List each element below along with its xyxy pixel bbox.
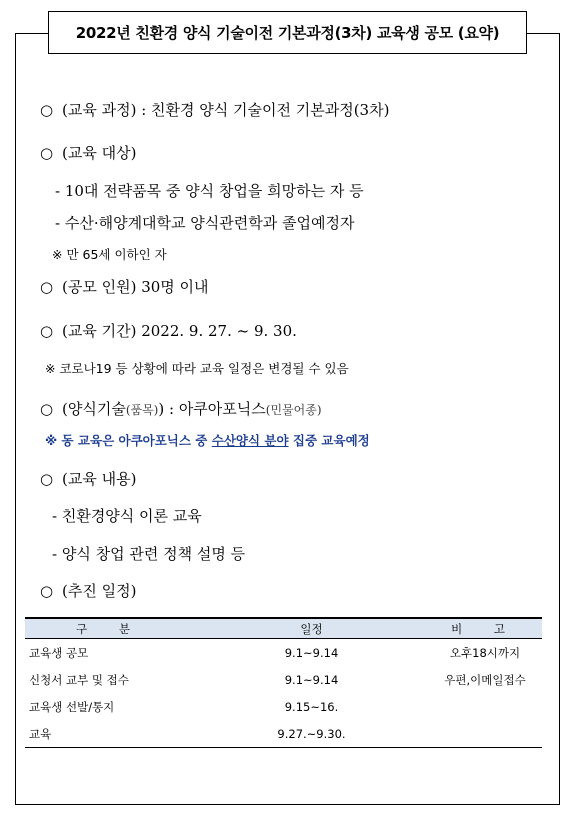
- schedule-table: [25, 617, 542, 748]
- table-row: [25, 666, 542, 693]
- item-period: [40, 320, 297, 341]
- bullet-icon: ○: [40, 322, 54, 340]
- row-date: 9.1~9.14: [284, 645, 339, 660]
- row-remark: [428, 720, 542, 748]
- row-category: 교육: [25, 720, 195, 748]
- target-note: ※ 만 65세 이하인 자: [52, 247, 167, 262]
- page-title: 2022년 친환경 양식 기술이전 기본과정(3차) 교육생 공모 (요약): [48, 11, 527, 54]
- content-label: (교육 내용): [62, 470, 137, 488]
- row-date: 9.15~16.: [284, 699, 339, 714]
- row-category: 신청서 교부 및 접수: [29, 672, 129, 687]
- course-text: (교육 과정) : 친환경 양식 기술이전 기본과정(3차): [62, 101, 390, 119]
- tech-note-suffix: 집중 교육예정: [288, 433, 370, 448]
- bullet-icon: ○: [40, 278, 54, 296]
- item-schedule: [40, 580, 136, 601]
- schedule-label: (추진 일정): [62, 582, 137, 600]
- table-row: [25, 720, 542, 748]
- row-remark: 오후18시까지: [449, 645, 521, 660]
- table-header-row: [25, 618, 542, 639]
- header-category: 구 분: [25, 618, 195, 639]
- content-line-2: - 양식 창업 관련 정책 설명 등: [52, 545, 246, 563]
- header-remarks: 비 고: [428, 618, 542, 639]
- header-schedule: 일정: [195, 618, 428, 639]
- item-course: [40, 99, 389, 120]
- content-line-1: - 친환경양식 이론 교육: [52, 507, 202, 525]
- table-row: [25, 639, 542, 667]
- tech-note-underlined: 수산양식 분야: [211, 433, 289, 448]
- bullet-icon: ○: [40, 400, 54, 418]
- row-date: 9.1~9.14: [284, 672, 339, 687]
- row-category: 교육생 선발/통지: [29, 699, 115, 714]
- tech-note: [45, 431, 370, 449]
- item-headcount: [40, 276, 209, 297]
- target-line-1: - 10대 전략품목 중 양식 창업을 희망하는 자 등: [55, 182, 364, 200]
- period-note: ※ 코로나19 등 상황에 따라 교육 일정은 변경될 수 있음: [45, 361, 349, 376]
- row-category: 교육생 공모: [29, 645, 89, 660]
- bullet-icon: ○: [40, 144, 54, 162]
- item-technology: [40, 398, 322, 419]
- table-row: [25, 693, 542, 720]
- tech-paren-small: (품목): [125, 403, 159, 417]
- row-remark: 우편,이메일접수: [444, 672, 526, 687]
- tech-paren-small-2: (민물어종): [265, 403, 322, 417]
- tech-note-prefix: ※ 동 교육은 아쿠아포닉스 중: [45, 433, 212, 448]
- headcount-text: (공모 인원) 30명 이내: [62, 278, 209, 296]
- item-target: [40, 142, 136, 163]
- item-content: [40, 468, 136, 489]
- bullet-icon: ○: [40, 470, 54, 488]
- target-label: (교육 대상): [62, 144, 137, 162]
- tech-mid: ) : 아쿠아포닉스: [158, 400, 266, 418]
- row-date: 9.27.~9.30.: [195, 720, 428, 748]
- bullet-icon: ○: [40, 101, 54, 119]
- bullet-icon: ○: [40, 582, 54, 600]
- period-text: (교육 기간) 2022. 9. 27. ~ 9. 30.: [62, 322, 297, 340]
- target-line-2: - 수산·해양계대학교 양식관련학과 졸업예정자: [55, 214, 355, 232]
- tech-prefix: (양식기술: [62, 400, 126, 418]
- row-remark: [428, 693, 542, 720]
